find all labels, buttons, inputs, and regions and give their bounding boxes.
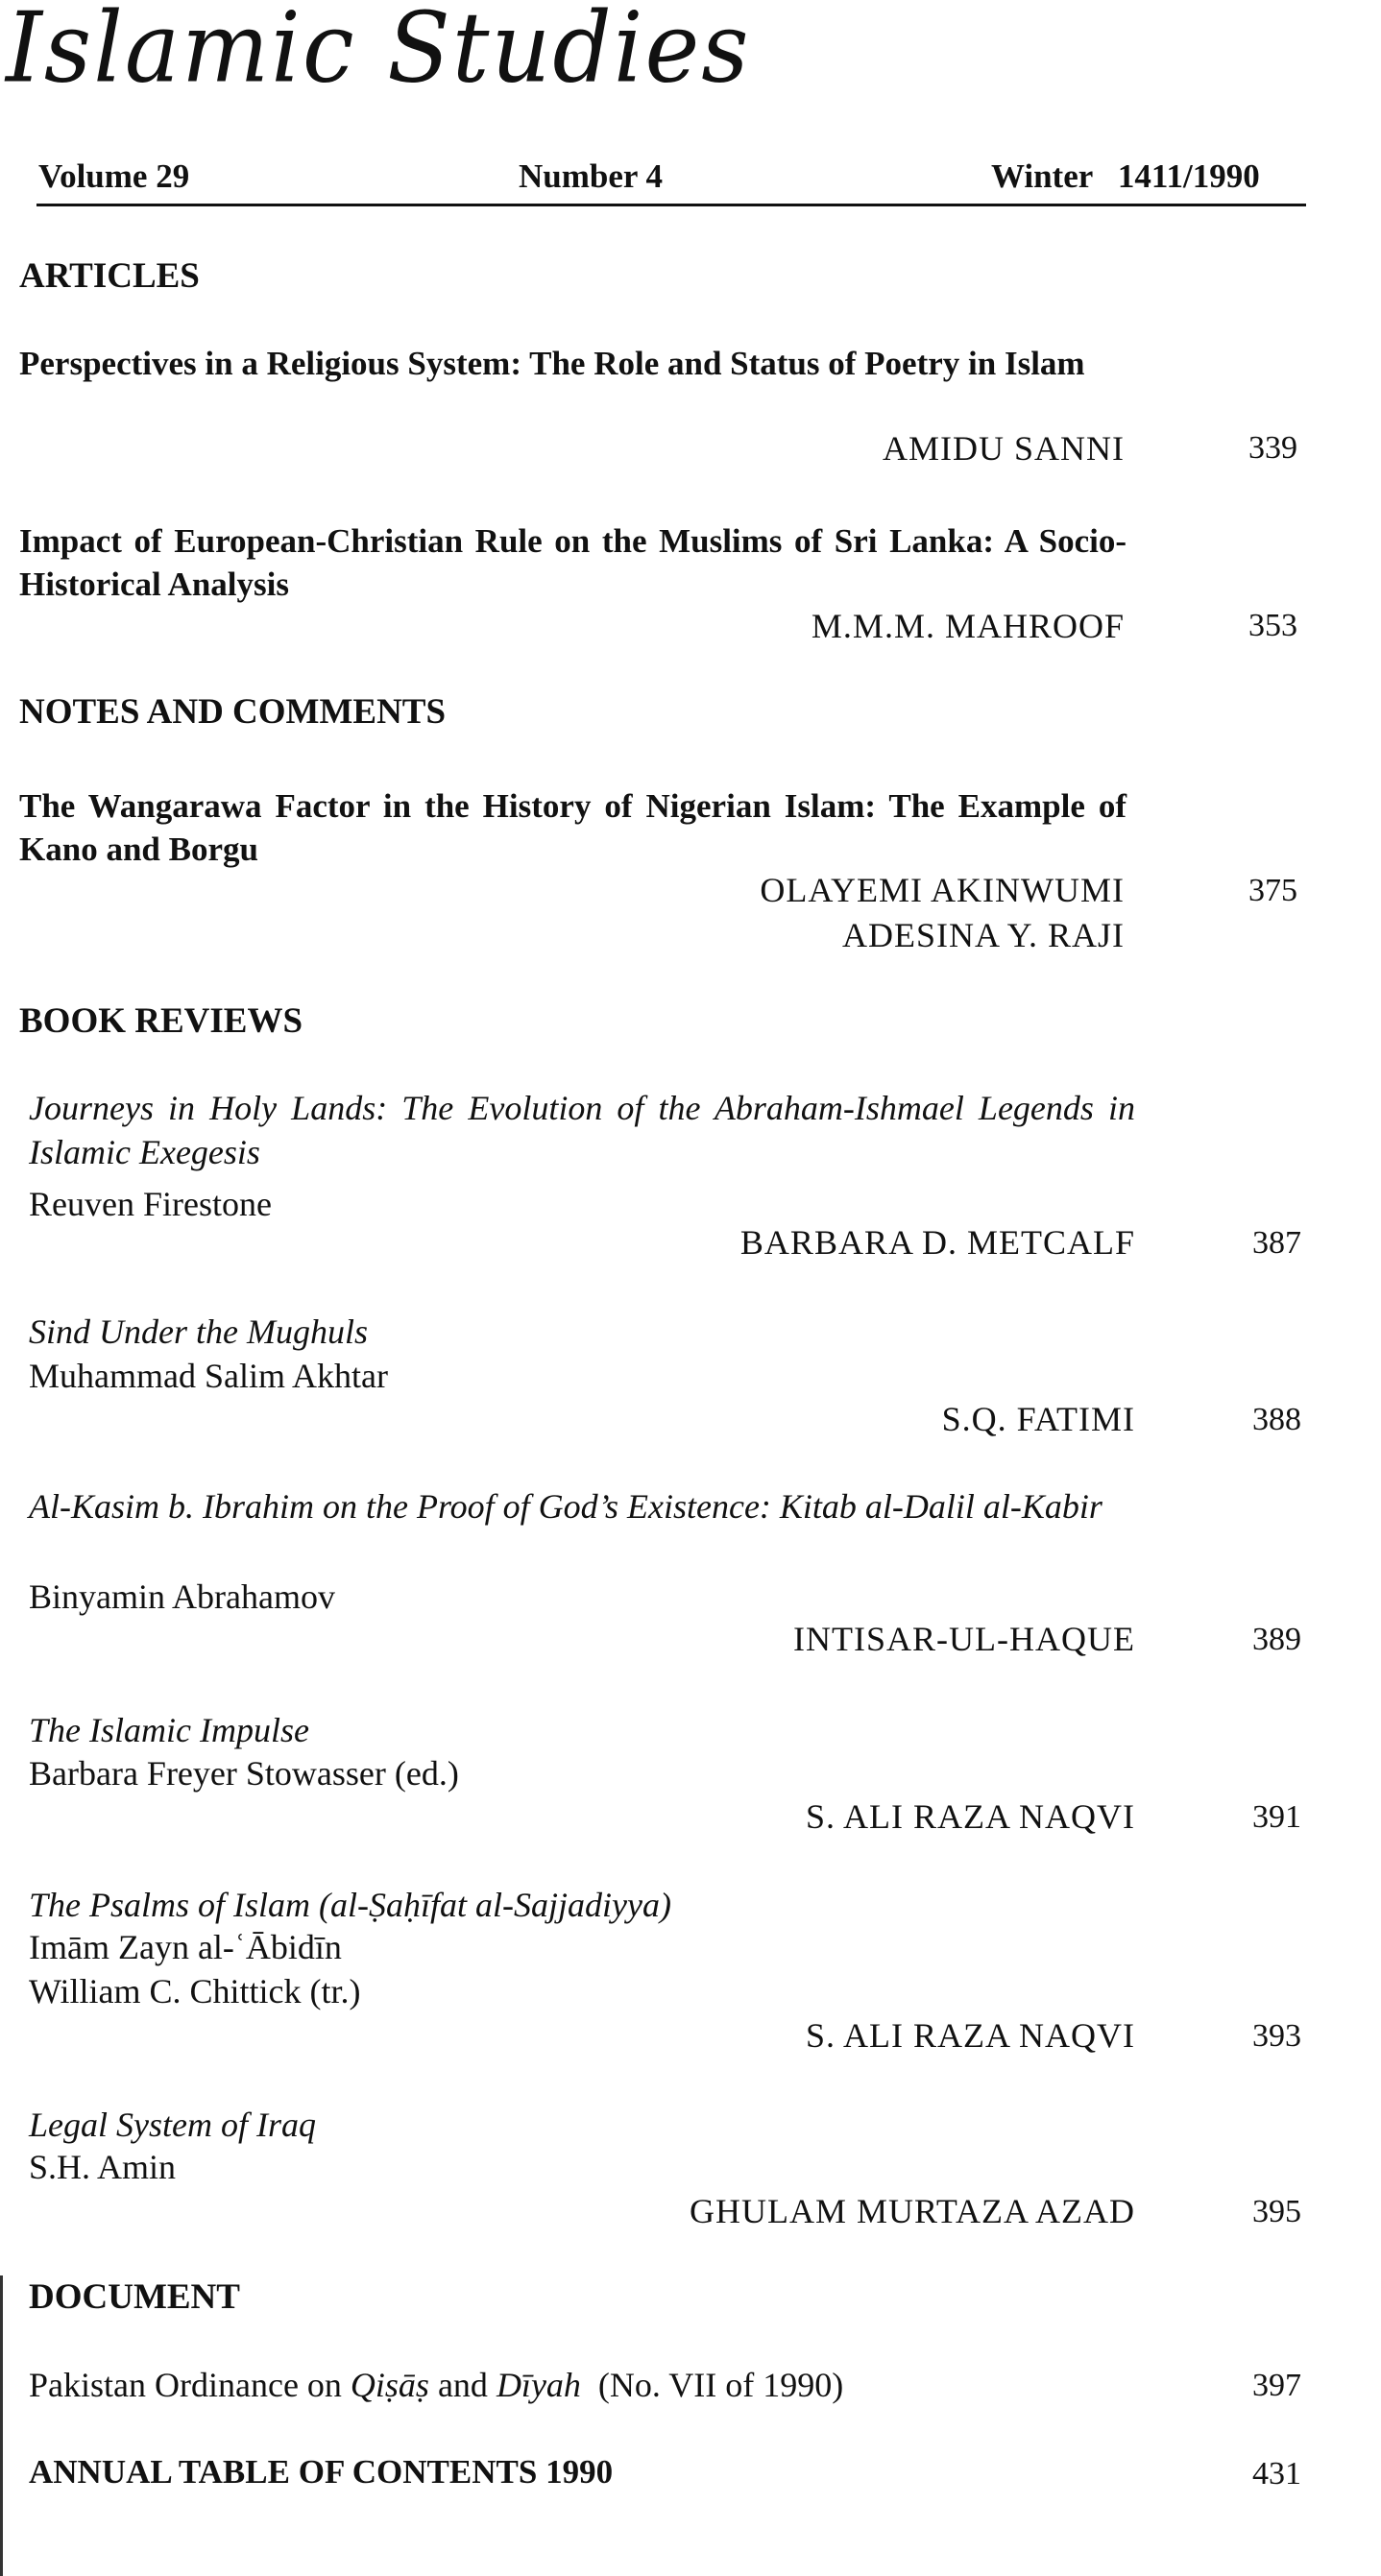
review-book-author: Muhammad Salim Akhtar [29, 1357, 388, 1395]
reviewer: INTISAR-UL-HAQUE [793, 1620, 1135, 1658]
header-rule [36, 204, 1306, 206]
document-term-qisas: Qiṣāṣ [350, 2366, 429, 2404]
review-book-title: Legal System of Iraq [29, 2106, 316, 2144]
article-title: Perspectives in a Religious System: The Role and Status of Poetry in Islam [19, 345, 1085, 382]
article-author: AMIDU SANNI [883, 429, 1125, 468]
note-author: OLAYEMI AKINWUMI [760, 871, 1125, 909]
page-number: 353 [1248, 608, 1297, 643]
page-number: 395 [1252, 2194, 1301, 2229]
number-label: Number 4 [519, 157, 664, 195]
page-number: 393 [1252, 2018, 1301, 2054]
page-number: 389 [1252, 1622, 1301, 1657]
note-title: The Wangarawa Factor in the History of Nigerian Islam: The Example of Kano and Borgu [19, 787, 1127, 868]
page-number: 339 [1248, 430, 1297, 466]
review-book-author: Imām Zayn al-ʿĀbidīn [29, 1928, 342, 1966]
section-articles: ARTICLES [19, 256, 200, 296]
season-label: Winter 1411/1990 [991, 157, 1260, 195]
section-notes: NOTES AND COMMENTS [19, 692, 447, 732]
reviewer: S. ALI RAZA NAQVI [805, 2016, 1135, 2055]
review-book-title: Al-Kasim b. Ibrahim on the Proof of God’s Existence: Kitab al-Dalil al-Kabir [29, 1487, 1102, 1526]
article-author: M.M.M. MAHROOF [811, 607, 1125, 645]
reviewer: S. ALI RAZA NAQVI [805, 1797, 1135, 1836]
review-book-author: Binyamin Abrahamov [29, 1577, 335, 1616]
page-number: 387 [1252, 1225, 1301, 1261]
review-book-title: Journeys in Holy Lands: The Evolution of the Abraham-Ishmael Legends in Islamic Exegesis [29, 1089, 1135, 1171]
document-entry [29, 2365, 843, 2405]
review-book-title: The Islamic Impulse [29, 1711, 309, 1749]
review-book-author: Barbara Freyer Stowasser (ed.) [29, 1754, 459, 1793]
article-title: Impact of European-Christian Rule on the Muslims of Sri Lanka: A Socio-Historical Analysis [19, 522, 1127, 603]
review-book-title: Sind Under the Mughuls [29, 1312, 368, 1351]
section-reviews: BOOK REVIEWS [19, 1001, 303, 1041]
review-book-translator: William C. Chittick (tr.) [29, 1972, 361, 2010]
document-suffix: (No. VII of 1990) [580, 2366, 844, 2404]
reviewer: GHULAM MURTAZA AZAD [690, 2192, 1135, 2230]
review-book-author: S.H. Amin [29, 2148, 177, 2186]
section-document: DOCUMENT [29, 2277, 240, 2317]
document-and: and [428, 2366, 497, 2404]
page-number: 431 [1252, 2456, 1301, 2492]
review-book-author: Reuven Firestone [29, 1185, 272, 1223]
reviewer: BARBARA D. METCALF [739, 1223, 1135, 1262]
page-number: 397 [1252, 2368, 1301, 2403]
document-prefix: Pakistan Ordinance on [29, 2366, 351, 2404]
journal-logo: Islamic Studies [6, 0, 751, 105]
page-number: 391 [1252, 1799, 1301, 1835]
review-book-title: The Psalms of Islam (al-Ṣaḥīfat al-Sajjadiyya) [29, 1886, 671, 1924]
volume-label: Volume 29 [38, 157, 190, 195]
page-number: 388 [1252, 1402, 1301, 1437]
page-number: 375 [1248, 873, 1297, 908]
page-edge [0, 2275, 3, 2576]
annual-table-label: ANNUAL TABLE OF CONTENTS 1990 [29, 2453, 614, 2491]
reviewer: S.Q. FATIMI [941, 1400, 1135, 1438]
document-term-diyah: Dīyah [496, 2366, 581, 2404]
note-author: ADESINA Y. RAJI [841, 916, 1125, 954]
